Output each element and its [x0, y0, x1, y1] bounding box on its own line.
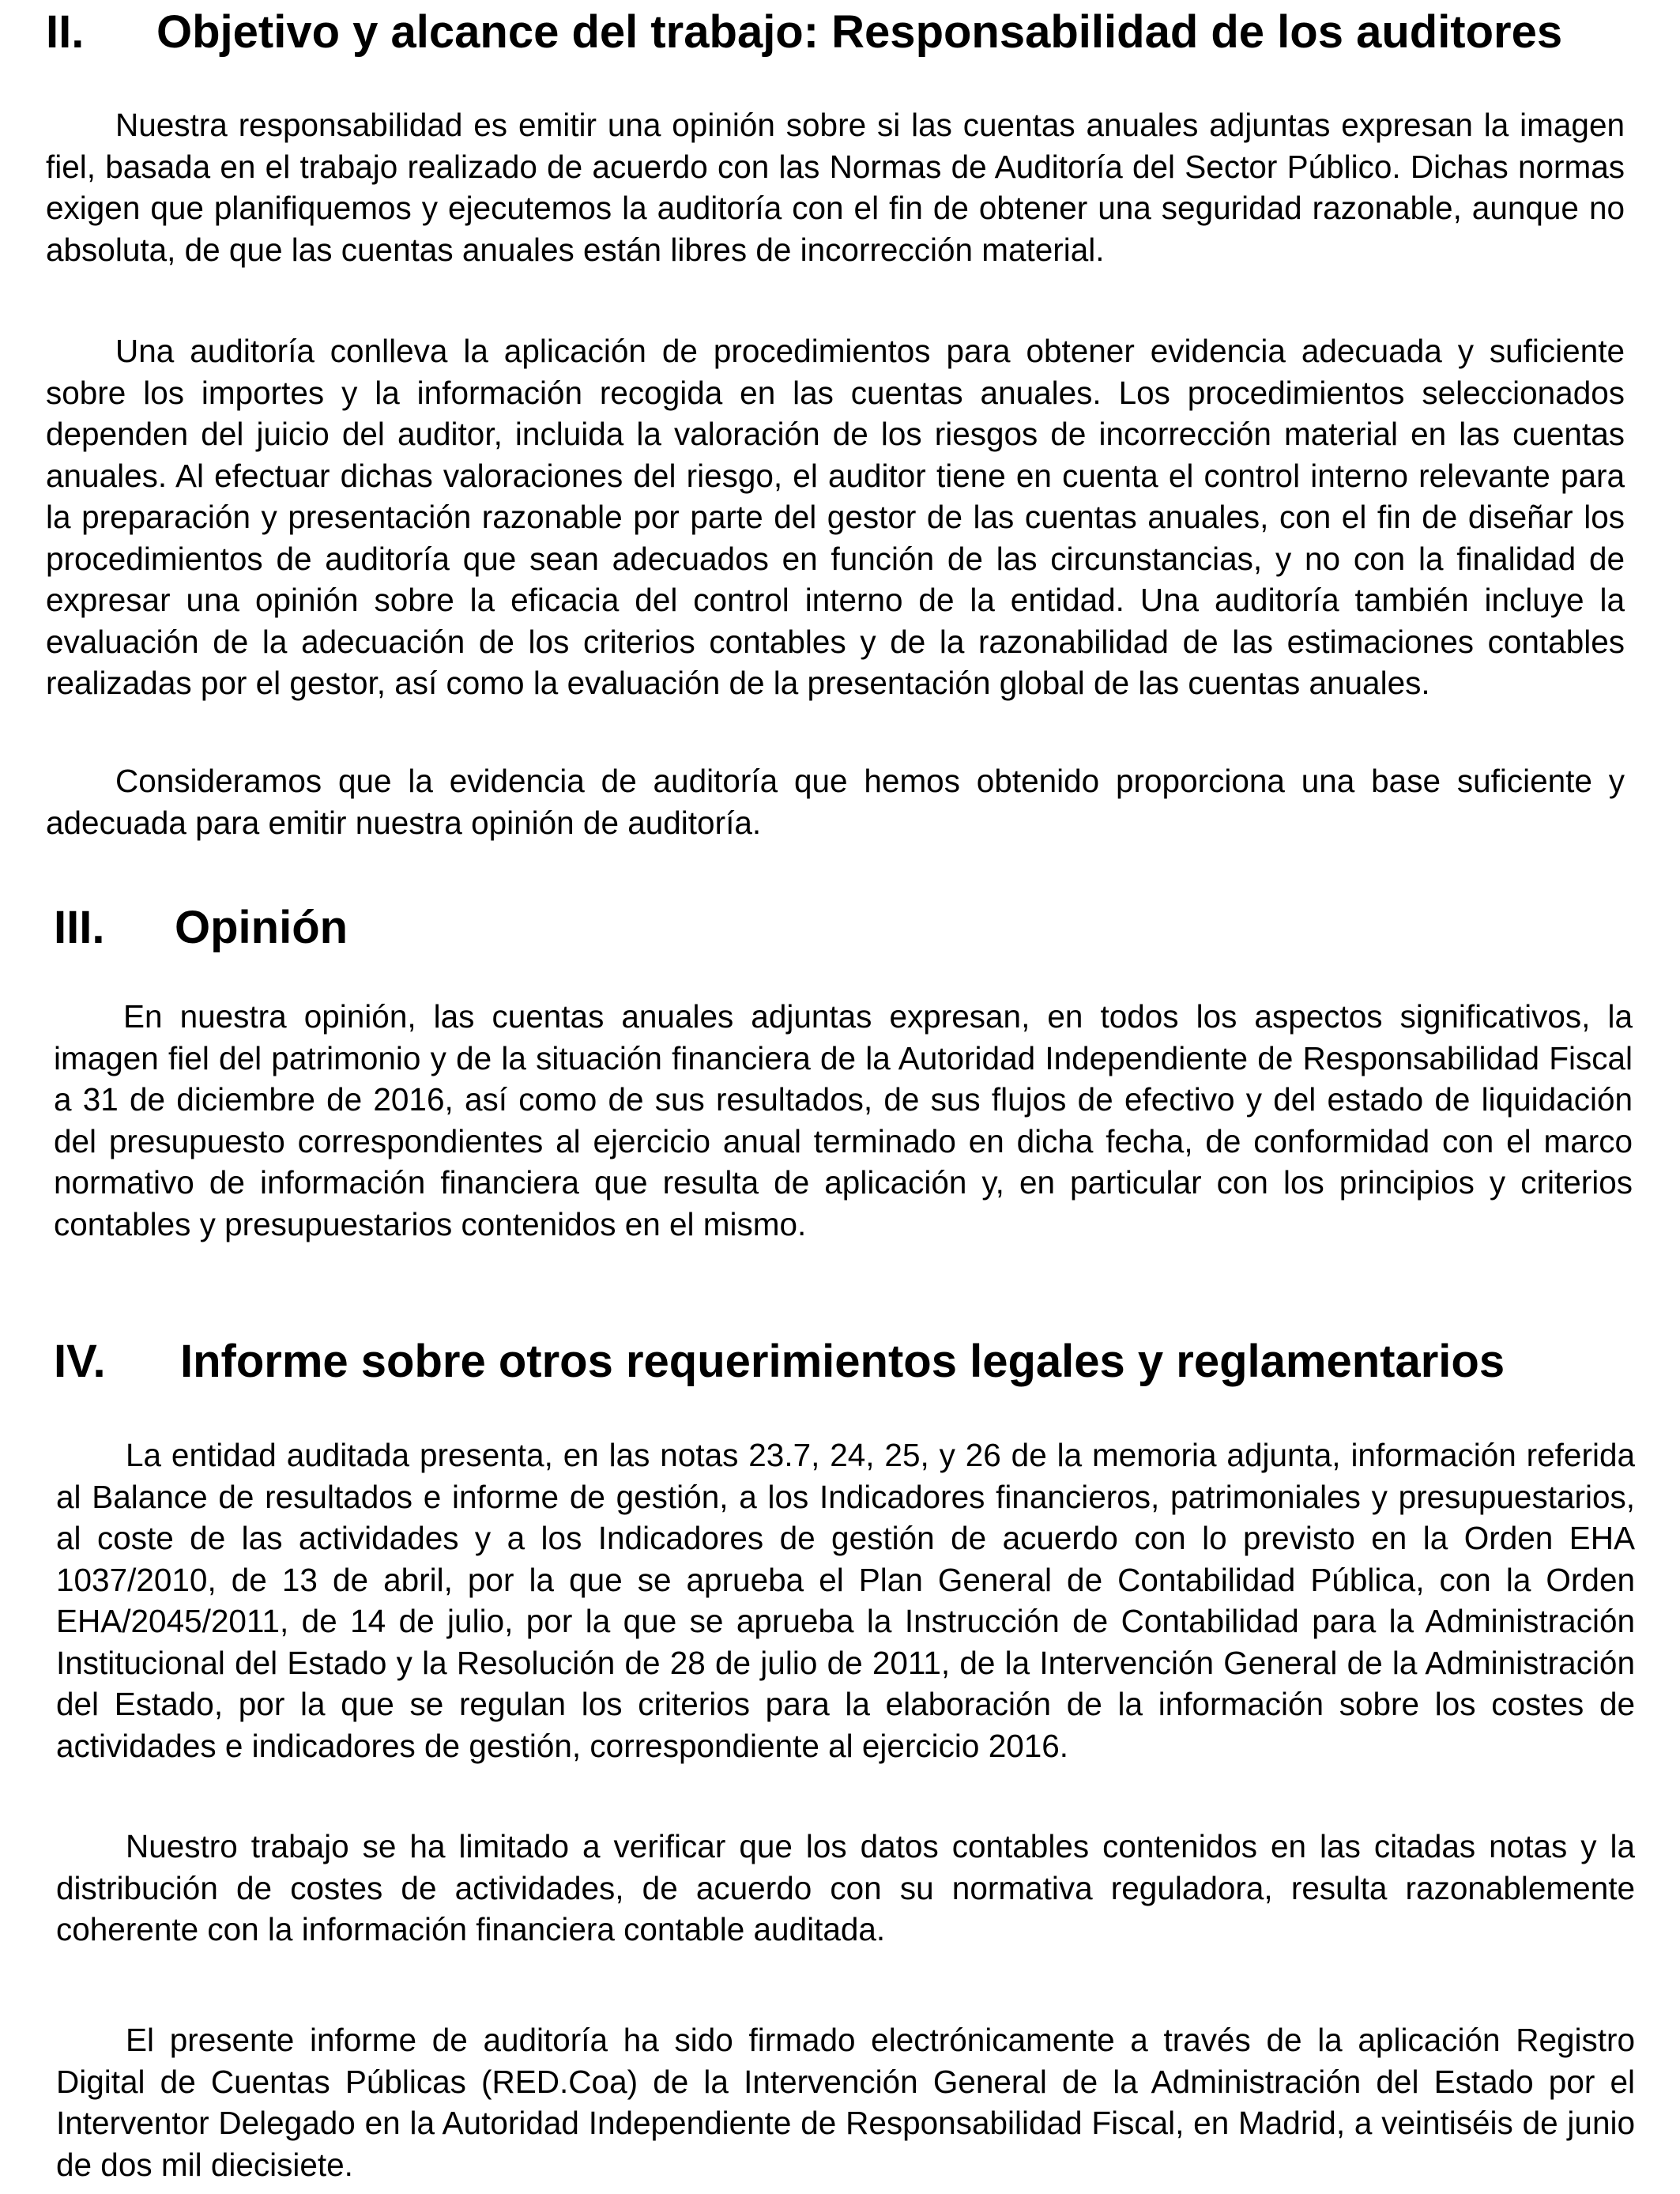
section-iii-number: III. — [54, 902, 105, 953]
closing-signature-paragraph: El presente informe de auditoría ha sido firmado electrónicamente a través de la aplicación Registro Digital de Cuentas Públicas (RED.Coa) de la Intervención General de la Administración del Estado por el Interventor Delegado en la Autoridad Independiente de Responsabilidad Fiscal, en Madrid, a veintiséis de junio de dos mil diecisiete. — [56, 2022, 1635, 2183]
section-ii-number: II. — [46, 6, 85, 58]
section-iii-paragraph-1: En nuestra opinión, las cuentas anuales adjuntas expresan, en todos los aspectos significativos, la imagen fiel del patrimonio y de la situación financiera de la Autoridad Independiente de Responsabilidad Fiscal a 31 de diciembre de 2016, así como de sus resultados, de sus flujos de efectivo y del estado de liquidación del presupuesto correspondientes al ejercicio anual terminado en dicha fecha, de conformidad con el marco normativo de información financiera que resulta de aplicación y, en particular con los principios y criterios contables y presupuestarios contenidos en el mismo. — [54, 998, 1633, 1242]
section-iii-heading — [54, 900, 1002, 957]
section-iv-heading — [54, 1334, 1666, 1391]
section-ii-paragraph-2: Una auditoría conlleva la aplicación de procedimientos para obtener evidencia adecuada y suficiente sobre los importes y la información recogida en las cuentas anuales. Los procedimientos seleccionados dependen del juicio del auditor, incluida la valoración de los riesgos de incorrección material en las cuentas anuales. Al efectuar dichas valoraciones del riesgo, el auditor tiene en cuenta el control interno relevante para la preparación y presentación razonable por parte del gestor de las cuentas anuales, con el fin de diseñar los procedimientos de auditoría que sean adecuados en función de las circunstancias, y no con la finalidad de expresar una opinión sobre la eficacia del control interno de la entidad. Una auditoría también incluye la evaluación de la adecuación de los criterios contables y de la razonabilidad de las estimaciones contables realizadas por el gestor, así como la evaluación de la presentación global de las cuentas anuales. — [46, 333, 1625, 701]
section-iv-paragraph-2: Nuestro trabajo se ha limitado a verificar que los datos contables contenidos en las citadas notas y la distribución de costes de actividades, de acuerdo con su normativa reguladora, resulta razonablemente coherente con la información financiera contable auditada. — [56, 1828, 1635, 1947]
section-ii-title: Objetivo y alcance del trabajo: Responsabilidad de los auditores — [156, 6, 1563, 58]
section-iv-paragraph-1: La entidad auditada presenta, en las notas 23.7, 24, 25, y 26 de la memoria adjunta, información referida al Balance de resultados e informe de gestión, a los Indicadores financieros, patrimoniales y presupuestarios, al coste de las actividades y a los Indicadores de gestión de acuerdo con lo previsto en la Orden EHA 1037/2010, de 13 de abril, por la que se aprueba el Plan General de Contabilidad Pública, con la Orden EHA/2045/2011, de 14 de julio, por la que se aprueba la Instrucción de Contabilidad para la Administración Institucional del Estado y la Resolución de 28 de julio de 2011, de la Intervención General de la Administración del Estado, por la que se regulan los criterios para la elaboración de la información sobre los costes de actividades e indicadores de gestión, correspondiente al ejercicio 2016. — [56, 1437, 1635, 1764]
section-ii-paragraph-3: Consideramos que la evidencia de auditoría que hemos obtenido proporciona una base suficiente y adecuada para emitir nuestra opinión de auditoría. — [46, 763, 1625, 841]
section-iii-title: Opinión — [175, 902, 348, 953]
section-iv-title: Informe sobre otros requerimientos legales y reglamentarios — [180, 1336, 1505, 1387]
section-ii-paragraph-1: Nuestra responsabilidad es emitir una opinión sobre si las cuentas anuales adjuntas expresan la imagen fiel, basada en el trabajo realizado de acuerdo con las Normas de Auditoría del Sector Público. Dichas normas exigen que planifiquemos y ejecutemos la auditoría con el fin de obtener una seguridad razonable, aunque no absoluta, de que las cuentas anuales están libres de incorrección material. — [46, 107, 1625, 268]
section-ii-heading — [46, 5, 1658, 62]
section-iv-number: IV. — [54, 1336, 106, 1387]
